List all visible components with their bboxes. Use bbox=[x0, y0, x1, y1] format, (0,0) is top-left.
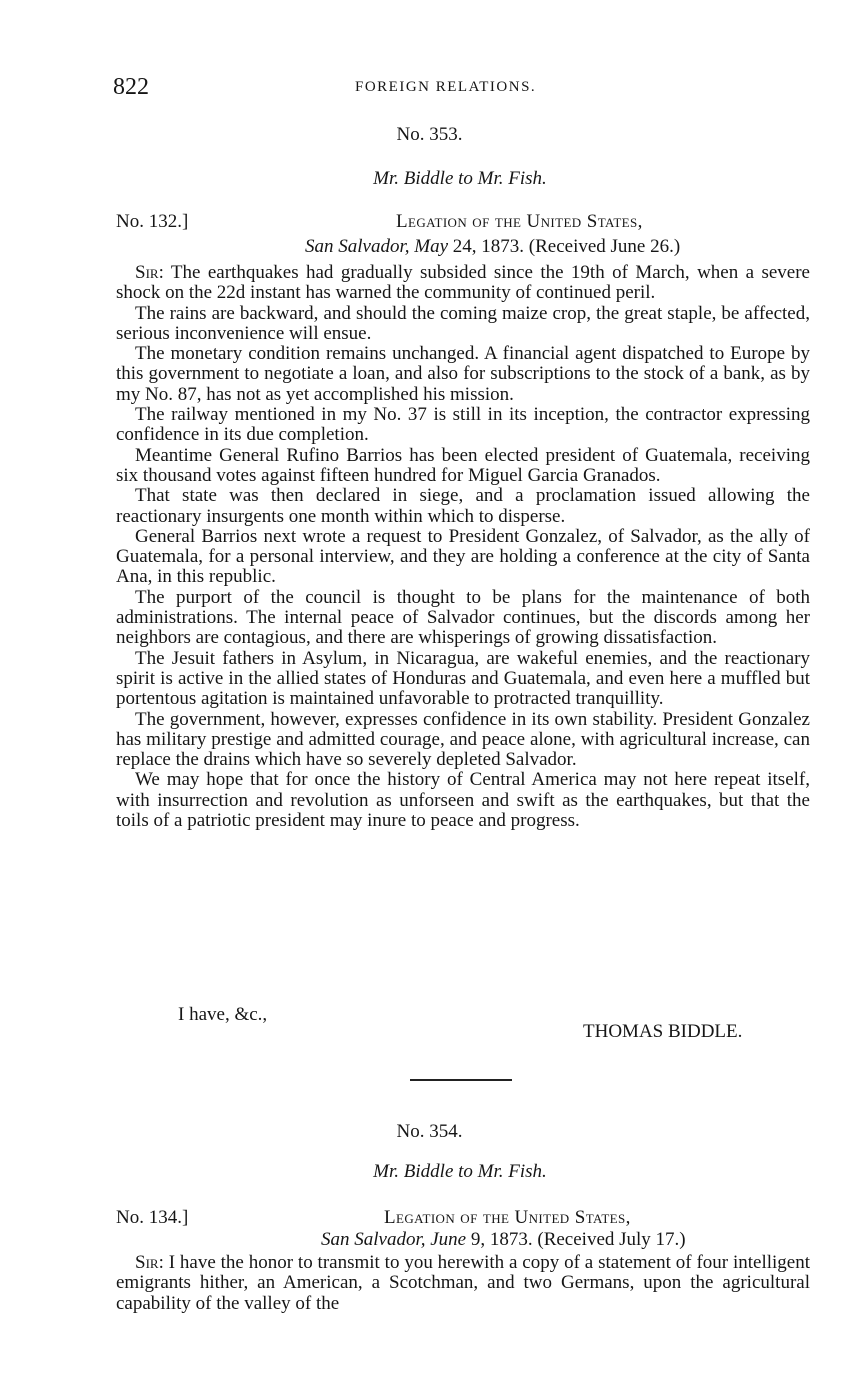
letter-title: Mr. Biddle to Mr. Fish. bbox=[373, 168, 547, 189]
paragraph-text: The earthquakes had gradually subsided since the 19th of March, when a severe shock on the 22d instant has warned the community of continued peril. bbox=[116, 262, 810, 304]
dateline-place: San Salvador, bbox=[305, 236, 410, 257]
page-number: 822 bbox=[113, 74, 149, 100]
paragraph: The monetary condition remains unchanged. A financial agent dispatched to Europe by this government to negotiate a loan, and also for subscriptions to the stock of a bank, as by my No. 87, has not as yet accomplished his mission. bbox=[116, 343, 810, 405]
dateline-month: June bbox=[430, 1229, 467, 1250]
paragraph: General Barrios next wrote a request to President Gonzalez, of Salvador, as the ally of Guatemala, for a personal interview, and they are holding a conference at the city of Santa Ana, in this republic. bbox=[116, 525, 810, 588]
dateline-place: San Salvador, bbox=[321, 1229, 426, 1250]
legation-heading: Legation of the United States, bbox=[396, 211, 643, 232]
paragraph: The purport of the council is thought to be plans for the maintenance of both administrations. The internal peace of Salvador continues, but the discords among her neighbors are contagious, and there are whisperings of growing dissatisfaction. bbox=[116, 586, 810, 649]
paragraph: We may hope that for once the history of Central America may not here repeat itself, with insurrection and revolution as unforseen and swift as the earthquakes, but that the toils of a patriotic president may inure to peace and progress. bbox=[116, 769, 810, 832]
letter-body bbox=[116, 1253, 810, 1314]
section-divider bbox=[410, 1079, 512, 1081]
despatch-reference: No. 134.] bbox=[116, 1207, 189, 1228]
letter-title: Mr. Biddle to Mr. Fish. bbox=[373, 1161, 547, 1182]
paragraph-text: I have the honor to transmit to you herewith a copy of a statement of four intelligent emigrants hither, an American, a Scotchman, and two Germans, upon the agricultural capability of the valley of the bbox=[116, 1252, 811, 1314]
document-number: No. 353. bbox=[396, 124, 463, 145]
salutation: Sir: bbox=[135, 1252, 164, 1273]
page-header bbox=[113, 74, 813, 104]
dateline-date: 9, 1873. (Received July 17.) bbox=[466, 1229, 686, 1250]
despatch-reference: No. 132.] bbox=[116, 211, 189, 232]
paragraph bbox=[116, 263, 810, 304]
running-title: FOREIGN RELATIONS. bbox=[355, 79, 537, 95]
letter-body bbox=[116, 263, 810, 831]
legation-heading: Legation of the United States, bbox=[384, 1207, 631, 1228]
paragraph bbox=[116, 1253, 810, 1314]
paragraph: The Jesuit fathers in Asylum, in Nicaragua, are wakeful enemies, and the reactionary spirit is active in the allied states of Honduras and Guatemala, and even here a muffled but portentous agitation is maintained unfavorable to protracted tranquillity. bbox=[116, 647, 810, 710]
paragraph: That state was then declared in siege, and a proclamation issued allowing the reactionary insurgents one month within which to disperse. bbox=[116, 485, 810, 527]
paragraph: The railway mentioned in my No. 37 is still in its inception, the contractor expressing confidence in its due completion. bbox=[116, 404, 810, 446]
salutation: Sir: bbox=[135, 262, 164, 283]
paragraph: The government, however, expresses confidence in its own stability. President Gonzalez has military prestige and admitted courage, and peace alone, with agricultural increase, can replace the drains which have so severely depleted Salvador. bbox=[116, 708, 810, 771]
paragraph: Meantime General Rufino Barrios has been elected president of Guatemala, receiving six thousand votes against fifteen hundred for Miguel Garcia Granados. bbox=[116, 444, 810, 486]
signature: THOMAS BIDDLE. bbox=[583, 1021, 743, 1042]
closing: I have, &c., bbox=[178, 1004, 268, 1025]
dateline bbox=[321, 1229, 686, 1251]
paragraph: The rains are backward, and should the coming maize crop, the great staple, be affected, serious inconvenience will ensue. bbox=[116, 302, 810, 344]
dateline bbox=[305, 236, 680, 258]
document-number: No. 354. bbox=[396, 1121, 463, 1142]
dateline-date: 24, 1873. (Received June 26.) bbox=[448, 236, 681, 257]
dateline-month: May bbox=[414, 236, 449, 257]
